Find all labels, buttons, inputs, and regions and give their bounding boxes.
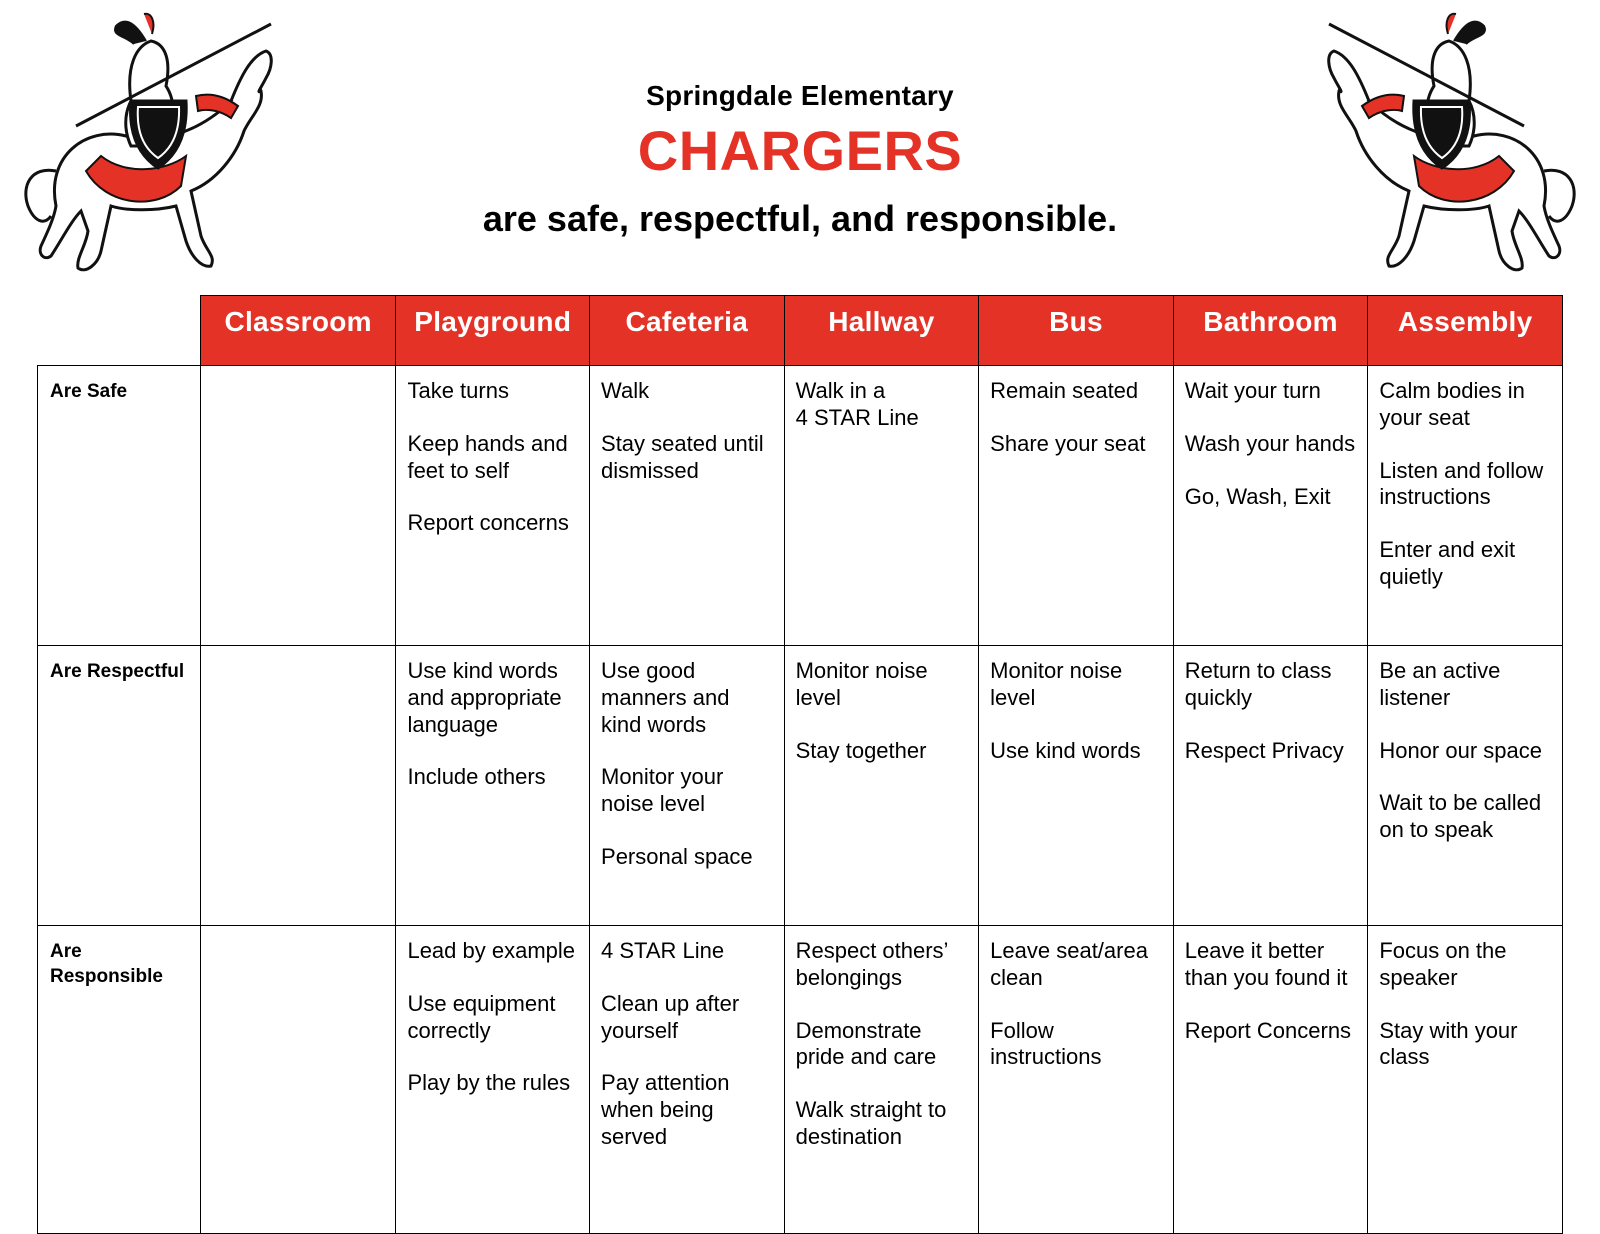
motto: are safe, respectful, and responsible. <box>482 198 1118 239</box>
table-cell <box>590 926 785 1234</box>
table-cell <box>1368 646 1563 926</box>
expectation-item: Wait your turn <box>1184 378 1321 403</box>
expectation-item: Walk straight to destination <box>795 1097 947 1150</box>
expectation-item: Use equipment correctly <box>407 990 556 1043</box>
row-header: Are Safe <box>38 366 201 646</box>
expectation-item: Calm bodies in your seat <box>1379 378 1525 430</box>
column-header: Assembly <box>1368 296 1563 366</box>
school-name: Springdale Elementary <box>646 80 954 111</box>
table-cell <box>200 366 396 646</box>
expectation-item: Use kind words <box>990 737 1141 763</box>
column-header: Classroom <box>200 296 396 366</box>
expectation-item: Follow instructions <box>990 1017 1102 1070</box>
expectation-item: Include others <box>407 764 546 790</box>
table-cell <box>979 646 1174 926</box>
table-cell <box>396 366 590 646</box>
table-cell <box>784 646 979 926</box>
row-header: Are Respectful <box>38 646 201 926</box>
table-cell <box>784 366 979 646</box>
column-header: Bathroom <box>1173 296 1368 366</box>
expectation-item: Stay seated until dismissed <box>601 430 764 483</box>
expectation-item: Wash your hands <box>1184 430 1356 456</box>
table-cell <box>1368 926 1563 1234</box>
expectation-item: Respect Privacy <box>1184 737 1344 763</box>
expectation-item: Use good manners and kind words <box>601 658 730 737</box>
expectation-item: Clean up after yourself <box>601 990 740 1043</box>
expectation-item: Pay attention when being served <box>601 1070 730 1150</box>
expectation-item: Lead by example <box>407 938 576 963</box>
table-cell <box>396 646 590 926</box>
mascot-title: CHARGERS <box>637 119 963 182</box>
expectation-item: Remain seated <box>990 378 1139 403</box>
expectation-item: Wait to be called on to speak <box>1379 790 1542 843</box>
expectation-item: Take turns <box>407 378 509 403</box>
table-cell <box>590 366 785 646</box>
expectation-item: Monitor your noise level <box>601 764 724 817</box>
expectation-item: Walk in a 4 STAR Line <box>795 378 919 430</box>
table-cell <box>590 646 785 926</box>
expectation-item: Leave it better than you found it <box>1184 938 1348 990</box>
expectation-item: Keep hands and feet to self <box>407 430 568 483</box>
table-cell <box>979 926 1174 1234</box>
table-cell <box>1173 646 1368 926</box>
table-row <box>38 646 1563 926</box>
expectation-item: Respect others’ belongings <box>795 938 948 990</box>
table-cell <box>200 646 396 926</box>
expectation-item: Enter and exit quietly <box>1379 537 1516 590</box>
expectation-item: Demonstrate pride and care <box>795 1017 937 1070</box>
table-cell <box>1368 366 1563 646</box>
table-row <box>38 366 1563 646</box>
expectation-item: Monitor noise level <box>990 658 1123 710</box>
expectation-item: Be an active listener <box>1379 658 1501 710</box>
expectation-item: Report Concerns <box>1184 1017 1352 1043</box>
expectation-item: Stay together <box>795 737 927 763</box>
expectation-item: Personal space <box>601 844 753 870</box>
column-header: Hallway <box>784 296 979 366</box>
expectation-item: Go, Wash, Exit <box>1184 483 1331 509</box>
expectation-item: 4 STAR Line <box>601 938 725 963</box>
expectation-item: Leave seat/area clean <box>990 938 1148 990</box>
column-header: Playground <box>396 296 590 366</box>
expectation-item: Stay with your class <box>1379 1017 1518 1070</box>
expectation-item: Report concerns <box>407 510 569 536</box>
expectation-item: Honor our space <box>1379 737 1542 763</box>
expectation-item: Return to class quickly <box>1184 658 1332 710</box>
expectation-item: Walk <box>601 378 650 403</box>
table-cell <box>396 926 590 1234</box>
row-header: Are Responsible <box>38 926 201 1234</box>
column-header: Cafeteria <box>590 296 785 366</box>
expectation-item: Monitor noise level <box>795 658 928 710</box>
table-cell <box>784 926 979 1234</box>
expectation-item: Play by the rules <box>407 1070 571 1096</box>
expectation-item: Listen and follow instructions <box>1379 457 1544 510</box>
expectation-item: Share your seat <box>990 430 1146 456</box>
expectation-item: Focus on the speaker <box>1379 938 1507 990</box>
expectations-matrix <box>37 295 1563 1234</box>
expectation-item: Use kind words and appropriate language <box>407 658 562 737</box>
column-header-row <box>38 296 1563 366</box>
table-row <box>38 926 1563 1234</box>
table-cell <box>1173 926 1368 1234</box>
table-cell <box>979 366 1174 646</box>
column-header: Bus <box>979 296 1174 366</box>
corner-cell <box>38 296 201 366</box>
table-cell <box>200 926 396 1234</box>
table-cell <box>1173 366 1368 646</box>
